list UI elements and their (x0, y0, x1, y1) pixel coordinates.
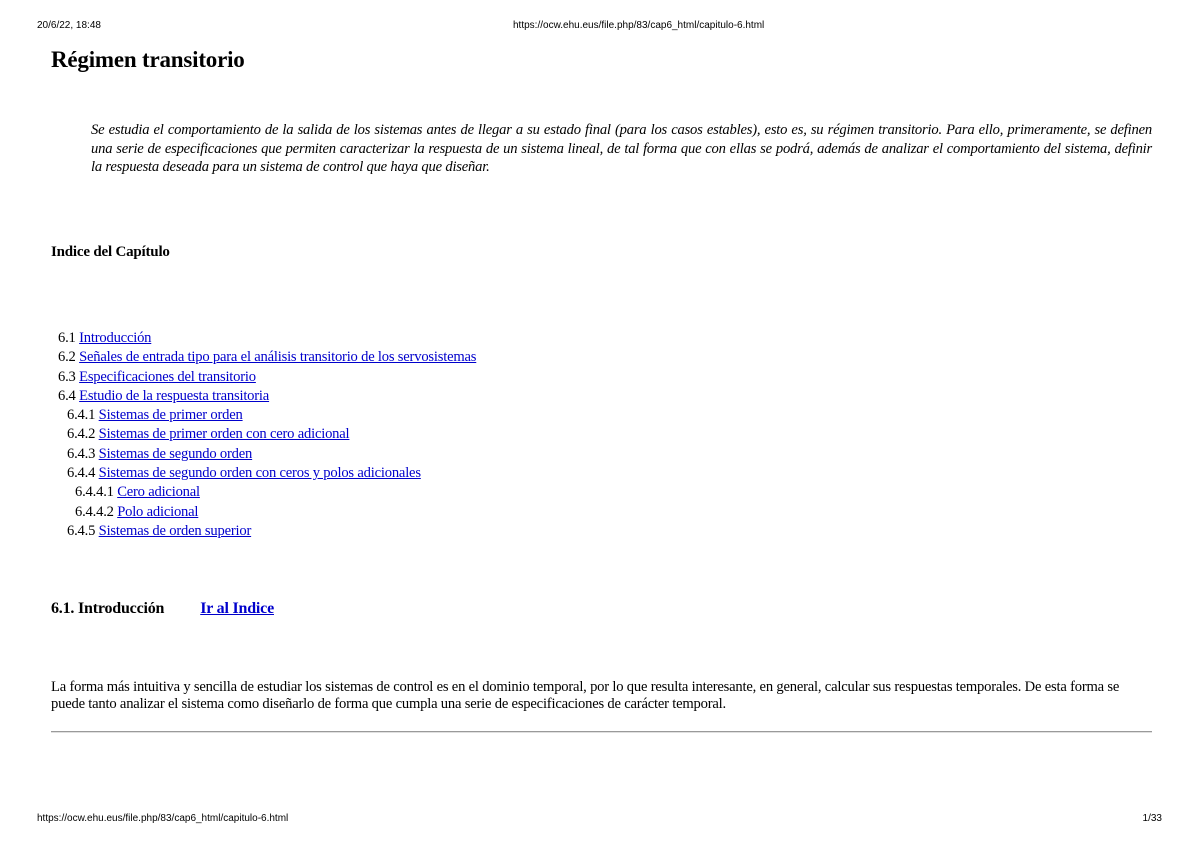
section-body: La forma más intuitiva y sencilla de estudiar los sistemas de control es en el dominio temporal, por lo que resulta interesante, en general, calcular sus respuestas temporales. De esta forma se puede tanto analizar el sistema como diseñarlo de forma que cumpla una serie de especificaciones de carácter temporal. (51, 679, 1120, 712)
toc-number: 6.4.4.2 (75, 503, 114, 520)
toc-number: 6.3 (58, 368, 76, 385)
toc-item (58, 445, 476, 464)
toc-item (58, 368, 476, 387)
page-title: Régimen transitorio (51, 47, 245, 72)
page-number: 1/33 (1142, 813, 1162, 824)
toc-link-segundo-orden[interactable]: Sistemas de segundo orden (98, 445, 253, 462)
section-heading (51, 600, 274, 618)
toc-number: 6.4.4.1 (75, 484, 114, 501)
toc-link-polo-adicional[interactable]: Polo adicional (117, 503, 199, 520)
toc-number: 6.4 (58, 387, 76, 404)
toc-item (58, 503, 476, 522)
toc-item (58, 522, 476, 541)
toc-item (58, 483, 476, 502)
toc-link-estudio-respuesta[interactable]: Estudio de la respuesta transitoria (79, 387, 270, 404)
toc-link-especificaciones[interactable]: Especificaciones del transitorio (79, 368, 256, 385)
toc-item (58, 464, 476, 483)
toc-link-primer-orden-cero[interactable]: Sistemas de primer orden con cero adicional (98, 426, 350, 443)
toc-link-segundo-orden-ceros-polos[interactable]: Sistemas de segundo orden con ceros y polos adicionales (98, 465, 421, 482)
toc-number: 6.4.3 (67, 445, 96, 462)
toc-heading: Indice del Capítulo (51, 244, 170, 260)
toc-number: 6.4.4 (67, 465, 96, 482)
print-header-url: https://ocw.ehu.eus/file.php/83/cap6_html/capitulo-6.html (513, 20, 765, 31)
toc-number: 6.2 (58, 349, 76, 366)
toc-number: 6.4.5 (67, 522, 96, 539)
toc-item (58, 387, 476, 406)
toc-item (58, 348, 476, 367)
toc-item (58, 329, 476, 348)
toc-link-senales-entrada[interactable]: Señales de entrada tipo para el análisis transitorio de los servosistemas (79, 349, 477, 366)
print-footer-url: https://ocw.ehu.eus/file.php/83/cap6_html/capitulo-6.html (37, 813, 289, 824)
toc-number: 6.1 (58, 330, 76, 346)
section-title: 6.1. Introducción (51, 600, 165, 617)
toc-number: 6.4.1 (67, 407, 96, 424)
table-of-contents (58, 329, 476, 541)
toc-item (58, 425, 476, 444)
chapter-intro: Se estudia el comportamiento de la salida de los sistemas antes de llegar a su estado final (para los casos estables), esto es, su régimen transitorio. Para ello, primeramente, se definen una serie de especificaciones que permiten caracterizar la respuesta de un sistema lineal, de tal forma que con ellas se podrá, además de analizar el comportamiento del sistema, definir la respuesta deseada para un sistema de control que haya que diseñar. (91, 122, 1152, 175)
print-datetime: 20/6/22, 18:48 (37, 20, 101, 31)
toc-link-cero-adicional[interactable]: Cero adicional (117, 484, 200, 501)
toc-number: 6.4.2 (67, 426, 96, 443)
toc-link-primer-orden[interactable]: Sistemas de primer orden (98, 407, 243, 424)
horizontal-rule (51, 731, 1152, 733)
toc-link-orden-superior[interactable]: Sistemas de orden superior (98, 522, 252, 539)
toc-item (58, 406, 476, 425)
toc-link-introduccion[interactable]: Introducción (79, 330, 152, 346)
back-to-index-link[interactable]: Ir al Indice (200, 600, 274, 617)
